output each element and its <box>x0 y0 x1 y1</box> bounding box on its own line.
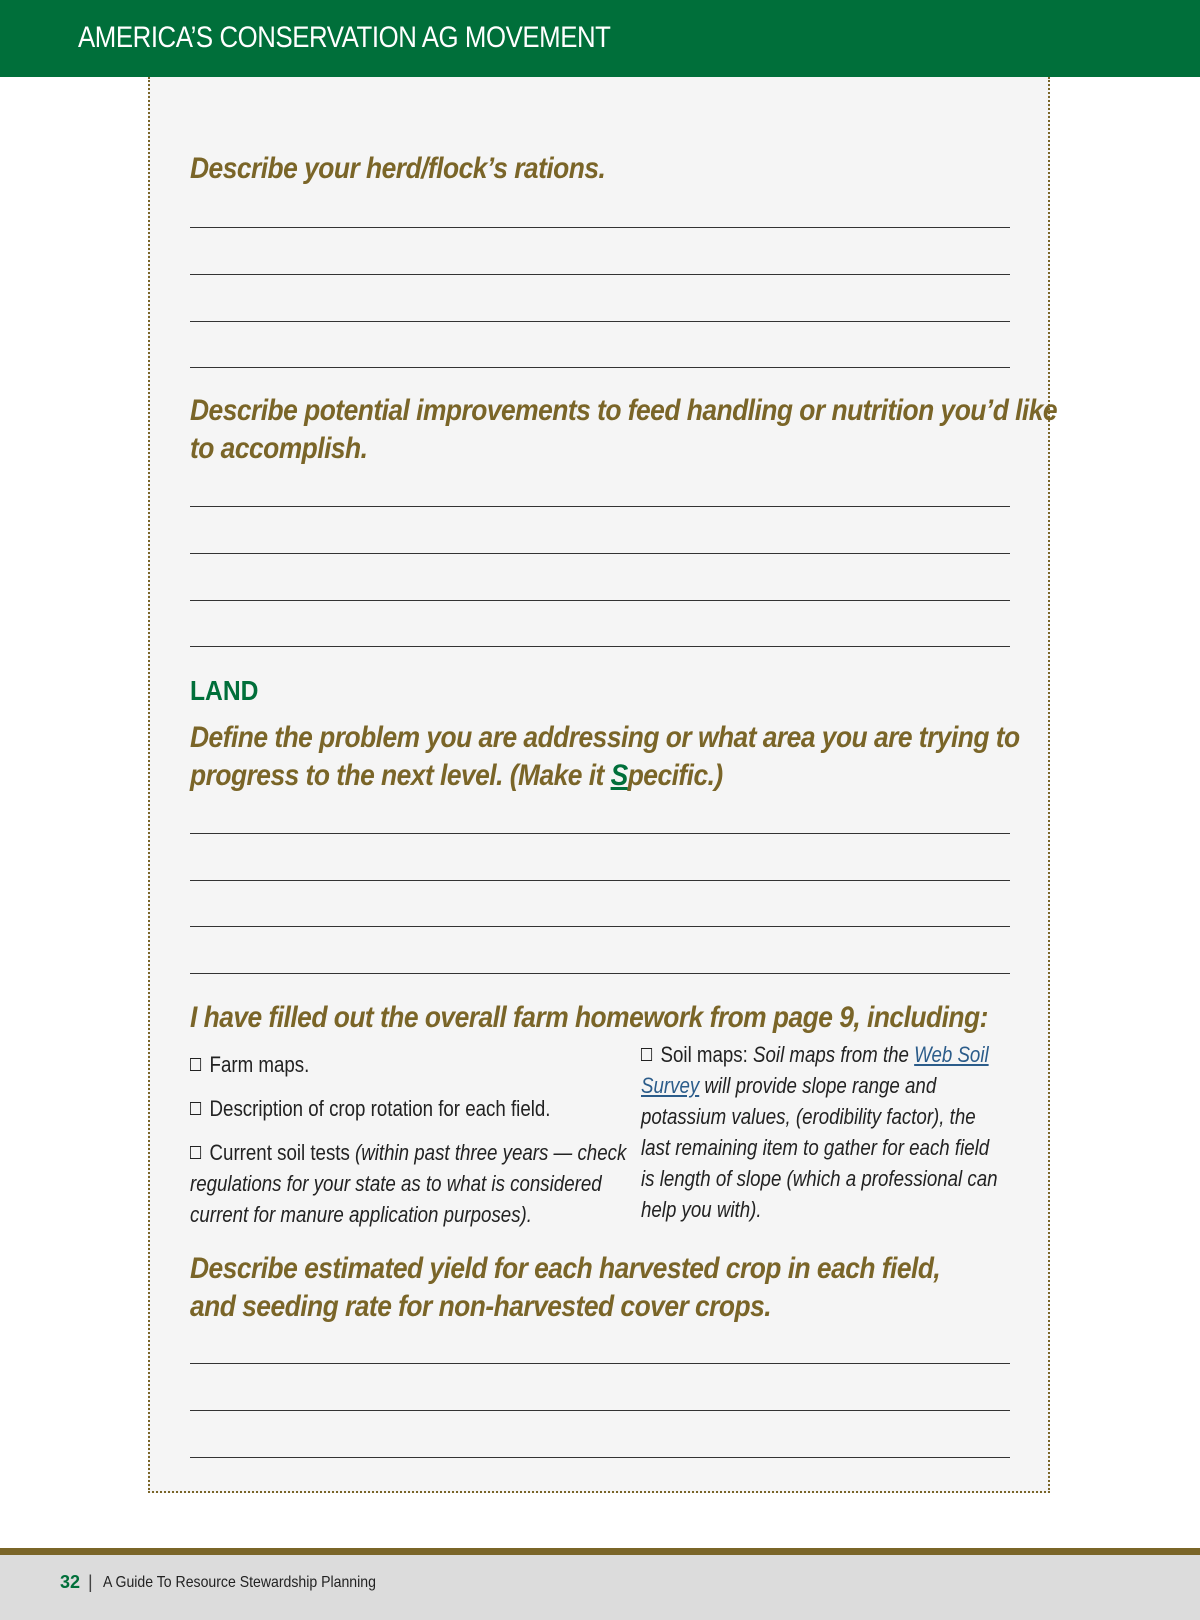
checklist-item-soil-maps[interactable] <box>641 1039 998 1225</box>
answer-line[interactable] <box>190 926 1010 927</box>
answer-line[interactable] <box>190 506 1010 507</box>
section-heading-land: LAND <box>190 675 259 706</box>
question-yield-line-2: and seeding rate for non-harvested cover crops. <box>190 1290 772 1323</box>
question-problem-line-2 <box>190 757 920 795</box>
checklist-label: Farm maps. <box>209 1052 310 1077</box>
checklist-note: help you with). <box>641 1197 762 1222</box>
answer-line[interactable] <box>190 321 1010 322</box>
question-problem-line-1: Define the problem you are addressing or what area you are trying to <box>190 721 1020 754</box>
guide-title: A Guide To Resource Stewardship Planning <box>103 1574 376 1591</box>
answer-line[interactable] <box>190 880 1010 881</box>
question-homework: I have filled out the overall farm homework from page 9, including: <box>190 1001 988 1034</box>
checklist-item-soil-tests[interactable] <box>190 1137 626 1230</box>
checklist-line <box>190 1168 626 1199</box>
checklist-line <box>641 1039 998 1070</box>
answer-line[interactable] <box>190 600 1010 601</box>
footer-accent-bar <box>0 1548 1200 1555</box>
checklist-note: is length of slope (which a professional can <box>641 1166 998 1191</box>
checklist-note: last remaining item to gather for each field <box>641 1135 990 1160</box>
checklist-line <box>641 1132 998 1163</box>
checklist-item-farm-maps[interactable] <box>190 1049 309 1080</box>
question-problem-text: progress to the next level. (Make it <box>190 759 611 792</box>
answer-line[interactable] <box>190 367 1010 368</box>
page-header <box>0 0 1200 77</box>
checklist-note: regulations for your state as to what is considered <box>190 1171 602 1196</box>
question-improvements-line-1: Describe potential improvements to feed handling or nutrition you’d like <box>190 394 1058 427</box>
checklist-note: will provide slope range and <box>699 1073 937 1098</box>
question-problem-text-end: pecific.) <box>627 759 723 792</box>
checklist-note: Soil maps from the <box>753 1042 915 1067</box>
checkbox-icon[interactable] <box>190 1146 201 1159</box>
footer-separator: | <box>88 1572 93 1592</box>
web-soil-survey-link-cont[interactable]: Survey <box>641 1073 700 1098</box>
web-soil-survey-link[interactable]: Web Soil <box>914 1042 989 1067</box>
answer-line[interactable] <box>190 646 1010 647</box>
checklist-item-crop-rotation[interactable] <box>190 1093 550 1124</box>
question-rations: Describe your herd/flock’s rations. <box>190 152 606 185</box>
checkbox-icon[interactable] <box>641 1048 652 1061</box>
checklist-line <box>641 1101 998 1132</box>
answer-line[interactable] <box>190 833 1010 834</box>
checklist-line <box>190 1137 626 1168</box>
answer-line[interactable] <box>190 553 1010 554</box>
checklist-line <box>190 1199 626 1230</box>
answer-line[interactable] <box>190 227 1010 228</box>
checklist-line <box>641 1194 998 1225</box>
page-number: 32 <box>60 1572 81 1592</box>
question-yield-line-1: Describe estimated yield for each harvested crop in each field, <box>190 1252 941 1285</box>
answer-line[interactable] <box>190 274 1010 275</box>
checklist-line <box>641 1070 998 1101</box>
answer-line[interactable] <box>190 1363 1010 1364</box>
answer-line[interactable] <box>190 1457 1010 1458</box>
question-improvements-line-2: to accomplish. <box>190 432 368 465</box>
answer-line[interactable] <box>190 973 1010 974</box>
checklist-note: current for manure application purposes). <box>190 1202 532 1227</box>
checklist-label: Soil maps: <box>660 1042 754 1067</box>
checklist-label: Description of crop rotation for each field. <box>209 1096 551 1121</box>
checklist-label: Current soil tests <box>209 1140 356 1165</box>
checkbox-icon[interactable] <box>190 1102 201 1115</box>
specific-s-link[interactable]: S <box>610 759 628 792</box>
checklist-line <box>641 1163 998 1194</box>
header-title: AMERICA’S CONSERVATION AG MOVEMENT <box>78 21 611 54</box>
answer-line[interactable] <box>190 1410 1010 1411</box>
checklist-note: potassium values, (erodibility factor), the <box>641 1104 976 1129</box>
checkbox-icon[interactable] <box>190 1058 201 1071</box>
checklist-note: (within past three years — check <box>355 1140 627 1165</box>
